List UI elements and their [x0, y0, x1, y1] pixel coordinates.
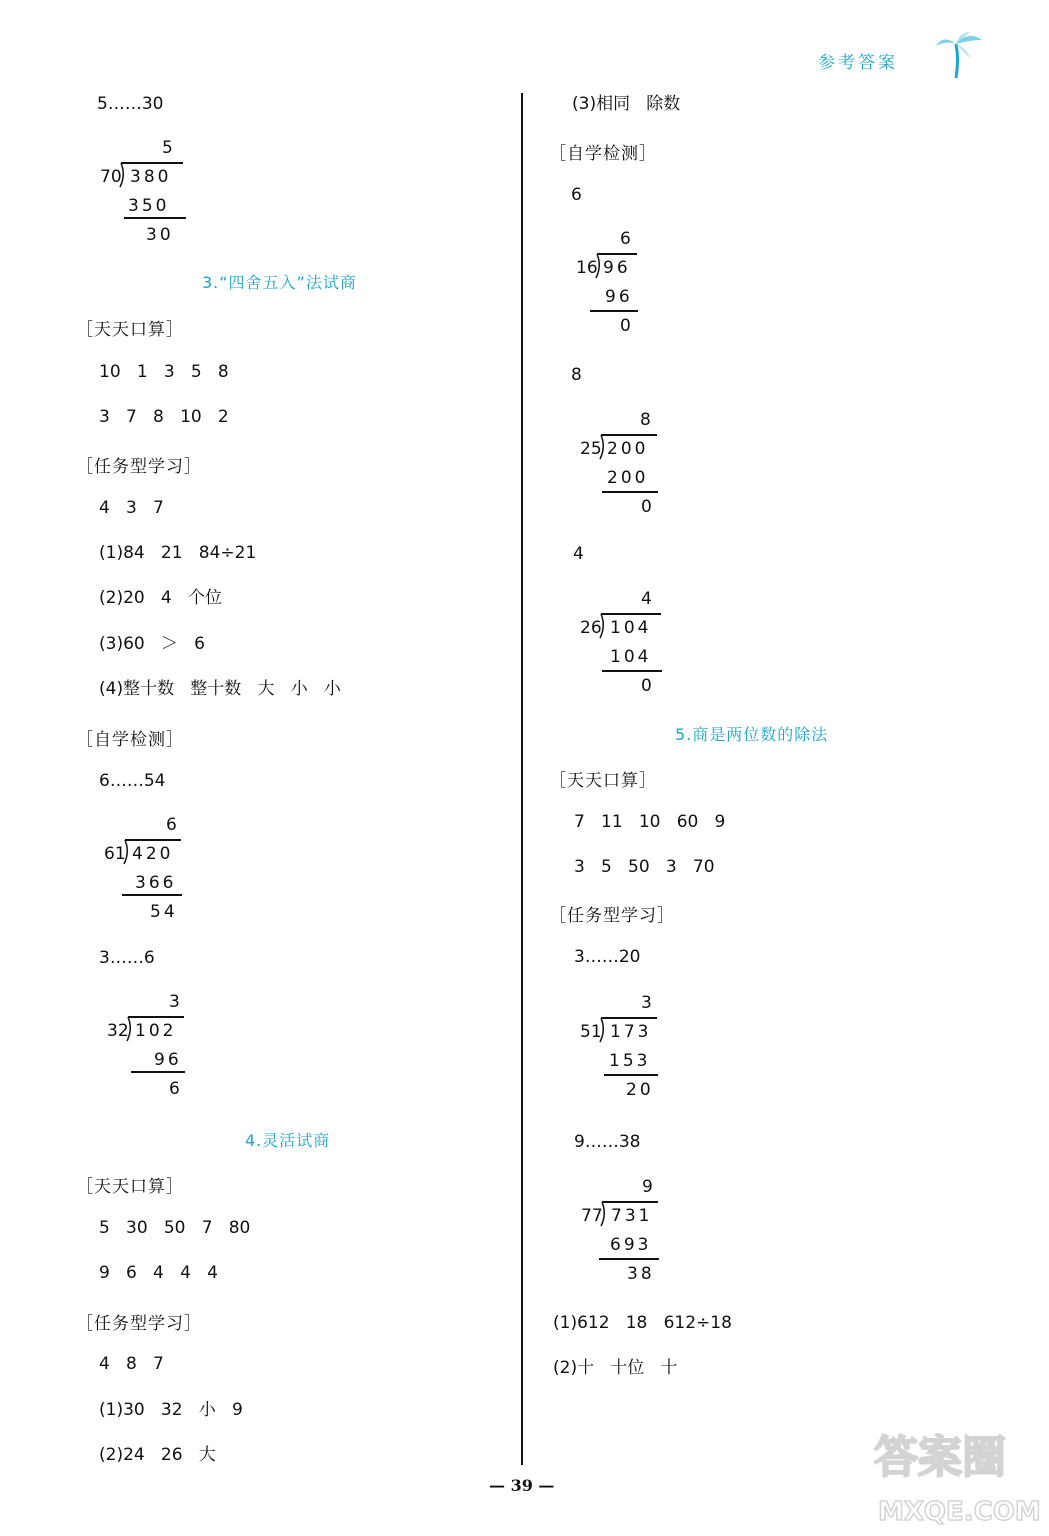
palm-tree-icon — [934, 30, 986, 80]
header-title: 参考答案 — [818, 53, 898, 73]
subtraction-line — [590, 310, 638, 312]
answer-line: 10 1 3 5 8 — [99, 362, 229, 382]
product: 153 — [609, 1051, 651, 1071]
section-title: 3.“四舍五入”法试商 — [202, 273, 357, 292]
divisor: 51 — [580, 1022, 602, 1042]
division-bracket — [123, 839, 131, 865]
section-title: 5.商是两位数的除法 — [675, 725, 829, 744]
division-bar — [128, 1016, 184, 1018]
long-division — [580, 993, 780, 1113]
answer-line: 8 — [571, 365, 582, 385]
division-bracket — [119, 162, 127, 188]
division-bar — [601, 1017, 657, 1019]
quotient: 6 — [620, 229, 634, 249]
quotient: 9 — [642, 1177, 656, 1197]
remainder: 20 — [626, 1080, 654, 1100]
remainder: 0 — [620, 316, 634, 336]
answer-line: (1)84 21 84÷21 — [99, 543, 257, 563]
dividend: 731 — [611, 1206, 653, 1226]
answer-line: 3 7 8 10 2 — [99, 407, 229, 427]
answer-line: 5 30 50 7 80 — [99, 1218, 251, 1238]
product: 200 — [607, 468, 649, 488]
long-division — [581, 1177, 781, 1297]
long-division — [100, 138, 300, 258]
dividend: 420 — [132, 844, 174, 864]
answer-line: (1)30 32 小 9 — [99, 1400, 243, 1420]
product: 366 — [135, 873, 177, 893]
subtraction-line — [122, 894, 182, 896]
long-division — [107, 992, 307, 1112]
exercise-label: ［任务型学习］ — [549, 906, 675, 926]
answer-line: (2)20 4 个位 — [99, 588, 222, 608]
answer-line: 4 8 7 — [99, 1354, 164, 1374]
dividend: 173 — [610, 1022, 652, 1042]
quotient: 3 — [169, 992, 183, 1012]
answer-line: (3)60 ＞ 6 — [99, 634, 205, 654]
answer-line: (1)612 18 612÷18 — [553, 1313, 732, 1333]
answer-line: 5……30 — [97, 94, 164, 114]
watermark-logo — [868, 1420, 1043, 1530]
long-division — [580, 410, 780, 530]
dividend: 104 — [610, 618, 652, 638]
exercise-label: ［天天口算］ — [549, 771, 657, 791]
subtraction-line — [131, 1071, 185, 1073]
watermark-top: 答案圈 — [874, 1432, 1006, 1483]
quotient: 6 — [166, 815, 180, 835]
quotient: 5 — [162, 138, 176, 158]
division-bracket — [600, 1201, 608, 1227]
remainder: 0 — [641, 676, 655, 696]
divisor: 61 — [104, 844, 126, 864]
remainder: 6 — [169, 1079, 183, 1099]
answer-line: (2)十 十位 十 — [553, 1358, 678, 1378]
section-title: 4.灵活试商 — [245, 1131, 331, 1150]
answer-line: 6 — [571, 185, 582, 205]
division-bar — [121, 162, 183, 164]
long-division — [580, 589, 780, 709]
subtraction-line — [602, 491, 658, 493]
watermark-bottom: MXQE.COM — [878, 1497, 1041, 1527]
divisor: 32 — [107, 1021, 129, 1041]
division-bracket — [595, 253, 603, 279]
division-bracket — [126, 1016, 134, 1042]
long-division — [104, 815, 304, 935]
exercise-label: ［自学检测］ — [76, 730, 184, 750]
product: 693 — [610, 1235, 652, 1255]
product: 104 — [610, 647, 652, 667]
long-division — [576, 229, 776, 349]
subtraction-line — [604, 1074, 658, 1076]
exercise-label: ［任务型学习］ — [76, 1314, 202, 1334]
answer-line: (4)整十数 整十数 大 小 小 — [99, 679, 341, 699]
product: 350 — [128, 196, 170, 216]
product: 96 — [154, 1050, 182, 1070]
remainder: 0 — [641, 497, 655, 517]
answer-line: 6……54 — [99, 771, 166, 791]
answer-line: (2)24 26 大 — [99, 1445, 216, 1465]
answer-line: 9 6 4 4 4 — [99, 1263, 218, 1283]
division-bracket — [599, 613, 607, 639]
answer-line: 4 3 7 — [99, 498, 164, 518]
division-bar — [125, 839, 181, 841]
column-divider — [521, 93, 523, 1465]
division-bracket — [599, 434, 607, 460]
exercise-label: ［自学检测］ — [549, 144, 657, 164]
subtraction-line — [124, 217, 186, 219]
exercise-label: ［天天口算］ — [76, 1177, 184, 1197]
quotient: 8 — [640, 410, 654, 430]
divisor: 77 — [581, 1206, 603, 1226]
answer-line: 9……38 — [574, 1132, 641, 1152]
division-bar — [601, 613, 661, 615]
divisor: 16 — [576, 258, 598, 278]
dividend: 200 — [607, 439, 649, 459]
divisor: 25 — [580, 439, 602, 459]
product: 96 — [605, 287, 633, 307]
division-bracket — [599, 1017, 607, 1043]
exercise-label: ［任务型学习］ — [76, 457, 202, 477]
answer-line: 3 5 50 3 70 — [574, 857, 715, 877]
dividend: 96 — [603, 258, 631, 278]
divisor: 70 — [100, 167, 122, 187]
dividend: 102 — [135, 1021, 177, 1041]
division-bar — [597, 253, 637, 255]
answer-line: (3)相同 除数 — [572, 94, 681, 114]
quotient: 4 — [641, 589, 655, 609]
subtraction-line — [602, 670, 662, 672]
answer-line: 7 11 10 60 9 — [574, 812, 726, 832]
division-bar — [602, 1201, 658, 1203]
remainder: 54 — [150, 902, 178, 922]
answer-line: 3……6 — [99, 948, 155, 968]
answer-line: 3……20 — [574, 947, 641, 967]
subtraction-line — [599, 1258, 659, 1260]
exercise-label: ［天天口算］ — [76, 320, 184, 340]
remainder: 38 — [627, 1264, 655, 1284]
answer-line: 4 — [573, 544, 584, 564]
dividend: 380 — [130, 167, 172, 187]
quotient: 3 — [641, 993, 655, 1013]
page-number: — 39 — — [489, 1476, 555, 1495]
divisor: 26 — [580, 618, 602, 638]
division-bar — [601, 434, 657, 436]
remainder: 30 — [146, 225, 174, 245]
